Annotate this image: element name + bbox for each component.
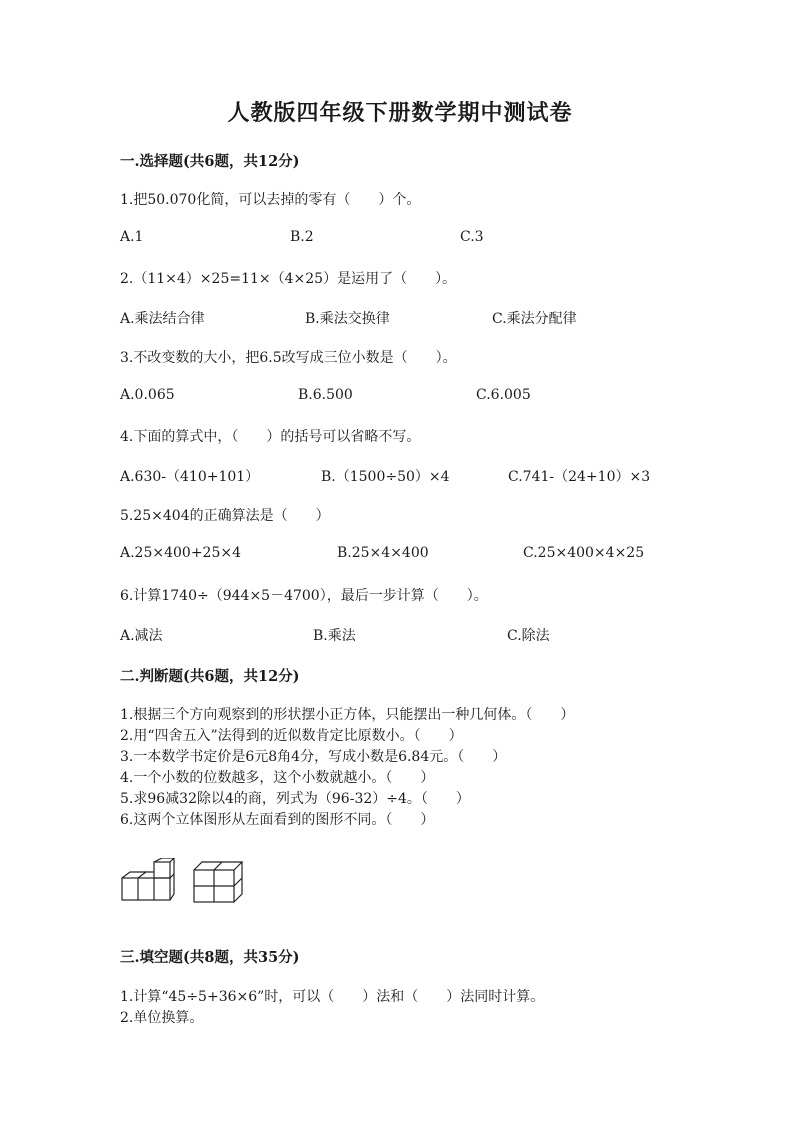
- option-c: C.6.005: [476, 387, 531, 403]
- question-text: 1.把50.070化简，可以去掉的零有（ ）个。: [120, 192, 421, 208]
- option-a: A.1: [120, 229, 144, 245]
- option-a: A.0.065: [120, 387, 175, 403]
- option-c: C.3: [460, 229, 484, 245]
- option-c: C.25×400×4×25: [523, 545, 645, 561]
- fill-item: 2.单位换算。: [120, 1010, 204, 1026]
- cube-figures: [118, 858, 248, 906]
- section-heading-fill: 三.填空题(共8题，共35分): [120, 949, 300, 966]
- question-text: 3.不改变数的大小，把6.5改写成三位小数是（ ）。: [120, 350, 457, 366]
- question-text: 6.计算1740÷（944×5－4700），最后一步计算（ ）。: [120, 588, 488, 604]
- option-a: A.25×400+25×4: [120, 545, 242, 561]
- judgement-item: 6.这两个立体图形从左面看到的图形不同。（ ）: [120, 812, 435, 828]
- fill-item: 1.计算“45÷5+36×6”时，可以（ ）法和（ ）法同时计算。: [120, 989, 545, 1005]
- option-c: C.除法: [507, 628, 550, 644]
- option-a: A.减法: [120, 628, 163, 644]
- right-solid-figure: [194, 862, 242, 902]
- option-b: B.25×4×400: [337, 545, 429, 561]
- question-text: 4.下面的算式中，（ ）的括号可以省略不写。: [120, 429, 421, 445]
- judgement-item: 2.用“四舍五入”法得到的近似数肯定比原数小。（ ）: [120, 728, 463, 744]
- question-text: 2.（11×4）×25=11×（4×25）是运用了（ ）。: [120, 271, 457, 287]
- option-a: A.乘法结合律: [120, 311, 205, 327]
- option-b: B.（1500÷50）×4: [321, 469, 450, 485]
- judgement-item: 3.一本数学书定价是6元8角4分，写成小数是6.84元。（ ）: [120, 749, 507, 765]
- option-c: C.乘法分配律: [492, 311, 577, 327]
- page-title: 人教版四年级下册数学期中测试卷: [227, 100, 573, 126]
- option-a: A.630-（410+101）: [120, 469, 260, 485]
- option-b: B.乘法交换律: [305, 311, 390, 327]
- option-b: B.乘法: [313, 628, 356, 644]
- option-b: B.2: [290, 229, 314, 245]
- judgement-item: 5.求96减32除以4的商，列式为（96-32）÷4。（ ）: [120, 791, 470, 807]
- judgement-item: 4.一个小数的位数越多，这个小数就越小。（ ）: [120, 770, 435, 786]
- option-b: B.6.500: [298, 387, 353, 403]
- section-heading-choice: 一.选择题(共6题，共12分): [120, 153, 300, 170]
- option-c: C.741-（24+10）×3: [508, 469, 651, 485]
- left-solid-figure: [122, 858, 174, 900]
- question-text: 5.25×404的正确算法是（ ）: [120, 508, 330, 524]
- section-heading-judgement: 二.判断题(共6题，共12分): [120, 668, 300, 685]
- judgement-item: 1.根据三个方向观察到的形状摆小正方体，只能摆出一种几何体。（ ）: [120, 707, 575, 723]
